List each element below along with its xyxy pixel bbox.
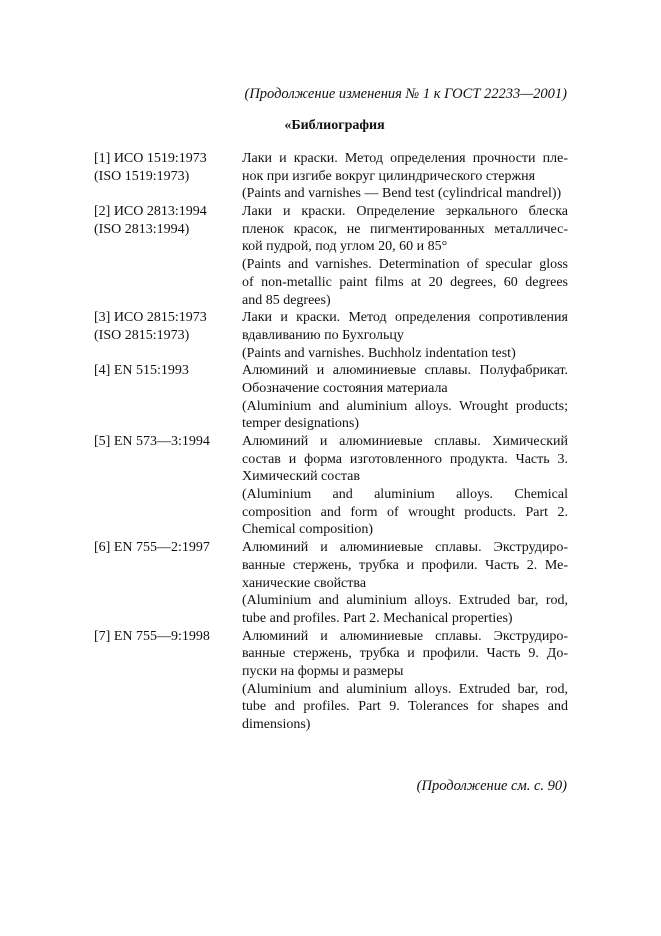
entry-reference <box>94 539 242 627</box>
bibliography-entry <box>94 362 568 433</box>
entry-reference <box>94 362 242 433</box>
bibliography-entry <box>94 150 568 203</box>
russian-title-line: Лаки и краски. Определение зеркального блеска <box>242 204 568 220</box>
entry-description <box>242 539 568 627</box>
bibliography-entry <box>94 539 568 627</box>
english-title-line: (Paints and varnishes. Buchholz indentation test) <box>242 345 516 361</box>
english-title-line: (Aluminium and aluminium alloys. Wrought products; <box>242 398 568 414</box>
russian-title-line: вдавливанию по Бухгольцу <box>242 327 404 343</box>
bibliography-list <box>94 150 568 734</box>
russian-title-line: состав и форма изготовленного продукта. Часть 3. <box>242 451 568 467</box>
bibliography-entry <box>94 433 568 539</box>
english-title-line: composition and form of wrought products. Part 2. <box>242 504 568 520</box>
entry-description <box>242 309 568 362</box>
reference-line: [5] EN 573—3:1994 <box>94 434 210 449</box>
russian-title-line: пленок красок, не пигментированных металличес- <box>242 221 568 237</box>
russian-title-line: ванные стержень, трубка и профили. Часть 9. До- <box>242 646 568 662</box>
entry-reference <box>94 433 242 539</box>
entry-reference <box>94 150 242 203</box>
english-title-line: temper designations) <box>242 416 360 432</box>
reference-line: [1] ИСО 1519:1973 <box>94 151 207 166</box>
english-title-line: of non-metallic paint films at 20 degrees, 60 degrees <box>242 274 568 290</box>
english-title-line: (Aluminium and aluminium alloys. Extruded bar, rod, <box>242 681 568 697</box>
reference-line: [6] EN 755—2:1997 <box>94 540 210 556</box>
english-title-line: Chemical composition) <box>242 522 374 538</box>
running-header: (Продолжение изменения № 1 к ГОСТ 22233—2001) <box>244 86 567 102</box>
english-title-line: tube and profiles. Part 2. Mechanical properties) <box>242 610 513 626</box>
reference-line: [4] EN 515:1993 <box>94 363 189 379</box>
reference-line: [3] ИСО 2815:1973 <box>94 310 207 326</box>
russian-title-line: Алюминий и алюминиевые сплавы. Экструдиро- <box>242 628 568 644</box>
russian-title-line: Лаки и краски. Метод определения прочности пле- <box>242 151 568 166</box>
english-title-line: (Paints and varnishes. Determination of specular gloss <box>242 257 568 273</box>
russian-title-line: ванные стержень, трубка и профили. Часть 2. Ме- <box>242 557 568 573</box>
russian-title-line: Алюминий и алюминиевые сплавы. Полуфабрикат. <box>242 363 568 379</box>
english-title-line: (Aluminium and aluminium alloys. Extruded bar, rod, <box>242 593 568 609</box>
russian-title-line: Химический состав <box>242 469 360 485</box>
entry-description <box>242 362 568 433</box>
bibliography-entry <box>94 628 568 734</box>
english-title-line: (Paints and varnishes — Bend test (cylindrical mandrel)) <box>242 186 562 202</box>
english-title-line: tube and profiles. Part 9. Tolerances for shapes and <box>242 699 568 715</box>
reference-line: (ISO 2815:1973) <box>94 327 190 343</box>
entry-description <box>242 203 568 309</box>
russian-title-line: ханические свойства <box>242 575 367 591</box>
russian-title-line: Обозначение состояния материала <box>242 380 448 396</box>
section-title: «Библиография <box>284 118 385 133</box>
entry-reference <box>94 309 242 362</box>
entry-reference <box>94 628 242 734</box>
english-title-line: dimensions) <box>242 717 311 732</box>
english-title-line: (Aluminium and aluminium alloys. Chemical <box>242 487 568 503</box>
entry-description <box>242 628 568 734</box>
russian-title-line: пуски на формы и размеры <box>242 663 404 679</box>
russian-title-line: нок при изгибе вокруг цилиндрического стержня <box>242 168 536 184</box>
reference-line: [7] EN 755—9:1998 <box>94 628 210 644</box>
reference-line: (ISO 2813:1994) <box>94 221 190 237</box>
entry-reference <box>94 203 242 309</box>
russian-title-line: Алюминий и алюминиевые сплавы. Экструдиро- <box>242 540 568 556</box>
russian-title-line: Алюминий и алюминиевые сплавы. Химический <box>242 434 568 449</box>
entry-description <box>242 150 568 203</box>
continuation-footer: (Продолжение см. с. 90) <box>416 778 567 794</box>
bibliography-entry <box>94 203 568 309</box>
entry-description <box>242 433 568 539</box>
russian-title-line: кой пудрой, под углом 20, 60 и 85° <box>242 239 448 255</box>
reference-line: [2] ИСО 2813:1994 <box>94 204 207 220</box>
reference-line: (ISO 1519:1973) <box>94 168 190 184</box>
bibliography-entry <box>94 309 568 362</box>
english-title-line: and 85 degrees) <box>242 292 331 308</box>
russian-title-line: Лаки и краски. Метод определения сопротивления <box>242 310 568 326</box>
